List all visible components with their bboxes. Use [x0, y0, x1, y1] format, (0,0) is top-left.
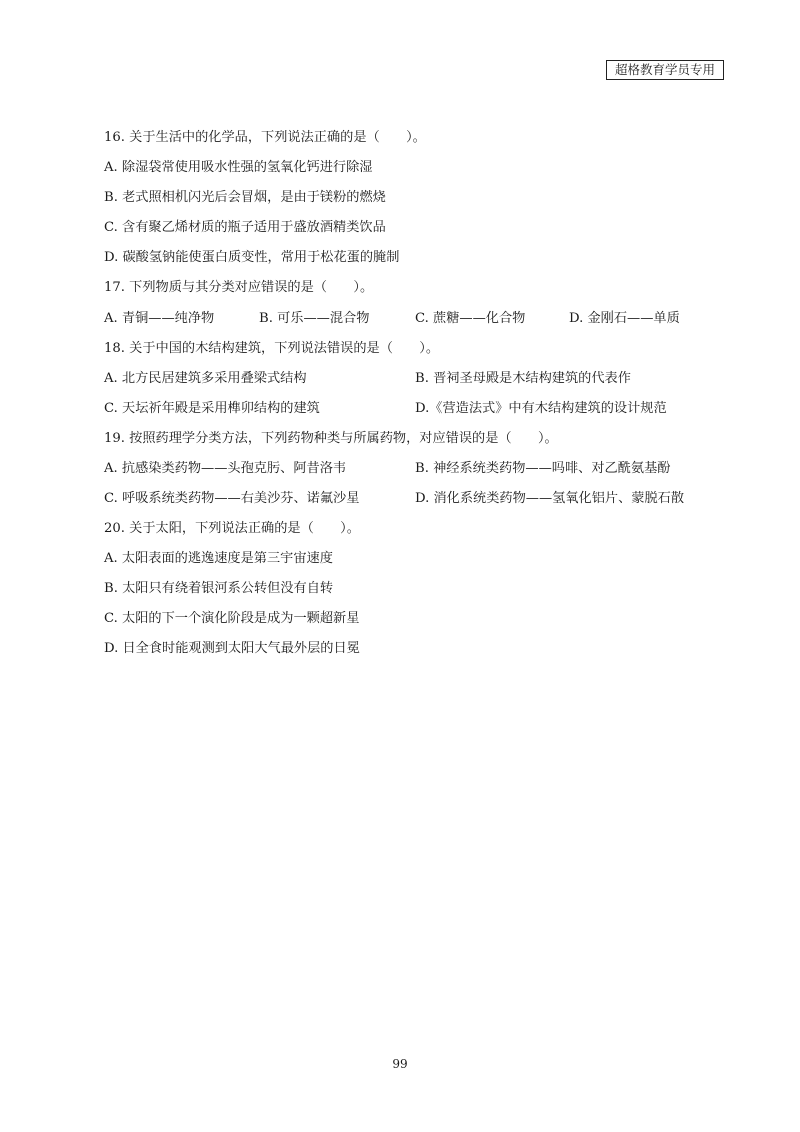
question-17-stem: 17. 下列物质与其分类对应错误的是（ ）。 — [104, 280, 374, 295]
question-17-option-c: C. 蔗糖——化合物 — [415, 311, 526, 326]
question-18-option-b: B. 晋祠圣母殿是木结构建筑的代表作 — [415, 371, 631, 386]
question-20-option-a: A. 太阳表面的逃逸速度是第三宇宙速度 — [104, 551, 333, 566]
header-badge: 超格教育学员专用 — [606, 60, 724, 80]
question-17-option-b: B. 可乐——混合物 — [259, 311, 370, 326]
question-16-option-b: B. 老式照相机闪光后会冒烟，是由于镁粉的燃烧 — [104, 190, 386, 205]
question-19-stem: 19. 按照药理学分类方法，下列药物种类与所属药物，对应错误的是（ ）。 — [104, 431, 558, 446]
page-number: 99 — [392, 1057, 408, 1071]
question-19-option-a: A. 抗感染类药物——头孢克肟、阿昔洛韦 — [104, 461, 347, 476]
question-18-option-c: C. 天坛祈年殿是采用榫卯结构的建筑 — [104, 401, 320, 416]
question-20-option-d: D. 日全食时能观测到太阳大气最外层的日冕 — [104, 641, 360, 656]
question-16-option-d: D. 碳酸氢钠能使蛋白质变性，常用于松花蛋的腌制 — [104, 250, 400, 265]
question-20-option-c: C. 太阳的下一个演化阶段是成为一颗超新星 — [104, 611, 360, 626]
question-19-option-b: B. 神经系统类药物——吗啡、对乙酰氨基酚 — [415, 461, 671, 476]
question-18-stem: 18. 关于中国的木结构建筑，下列说法错误的是（ ）。 — [104, 341, 440, 356]
question-16-stem: 16. 关于生活中的化学品，下列说法正确的是（ ）。 — [104, 130, 426, 145]
question-20-stem: 20. 关于太阳，下列说法正确的是（ ）。 — [104, 521, 360, 536]
question-18-option-a: A. 北方民居建筑多采用叠梁式结构 — [104, 371, 307, 386]
question-16-option-c: C. 含有聚乙烯材质的瓶子适用于盛放酒精类饮品 — [104, 220, 386, 235]
question-17-option-a: A. 青铜——纯净物 — [104, 311, 215, 326]
question-19-option-c: C. 呼吸系统类药物——右美沙芬、诺氟沙星 — [104, 491, 360, 506]
question-16-option-a: A. 除湿袋常使用吸水性强的氢氧化钙进行除湿 — [104, 160, 373, 175]
question-19-option-d: D. 消化系统类药物——氢氧化铝片、蒙脱石散 — [415, 491, 685, 506]
question-17-option-d: D. 金刚石——单质 — [569, 311, 680, 326]
question-18-option-d: D.《营造法式》中有木结构建筑的设计规范 — [415, 401, 667, 416]
question-20-option-b: B. 太阳只有绕着银河系公转但没有自转 — [104, 581, 334, 596]
